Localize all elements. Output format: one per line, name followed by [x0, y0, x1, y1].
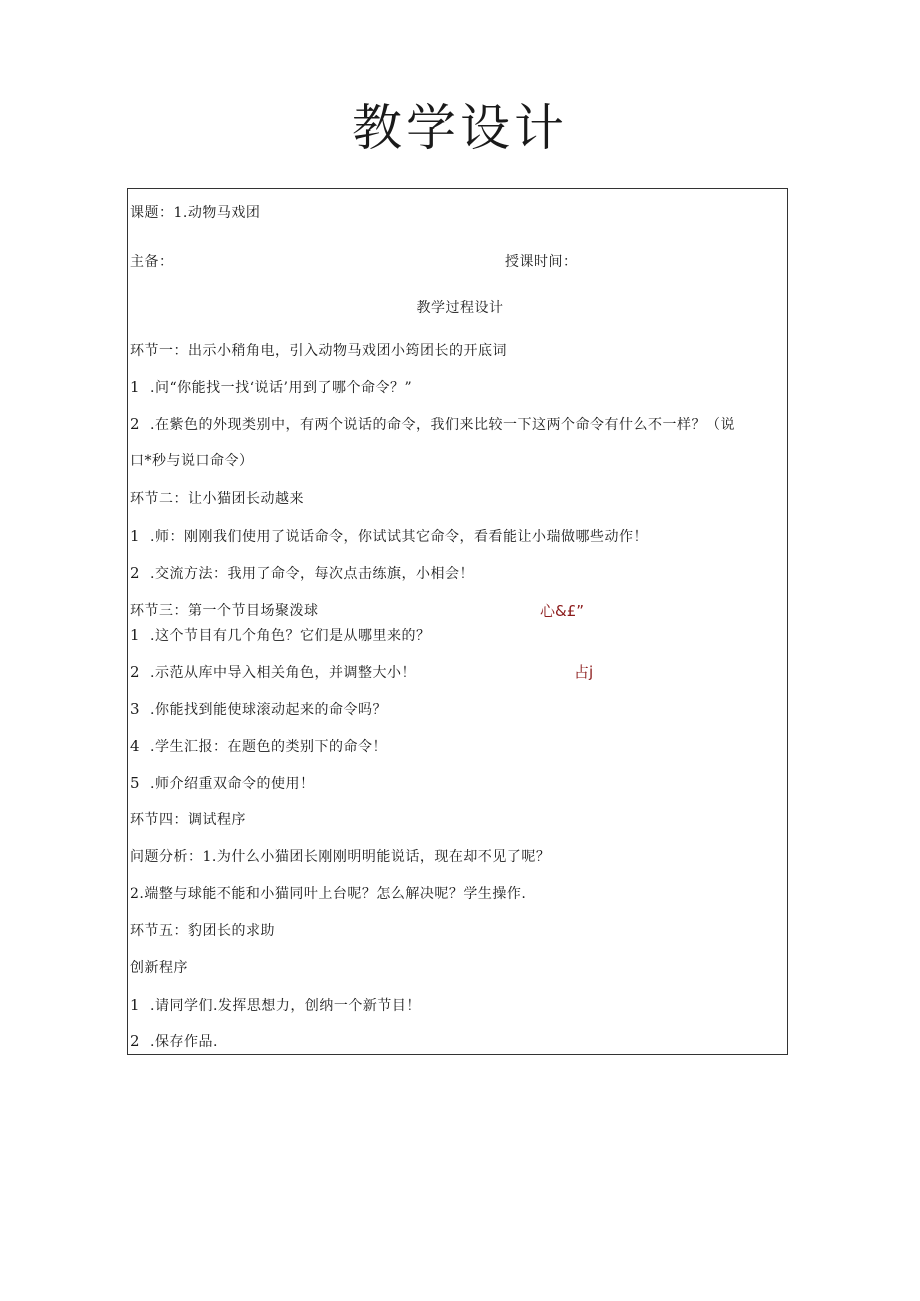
stage-three-heading: 环节三：第一个节目场聚泼球 — [130, 603, 319, 619]
stage-five-heading: 环节五：豹团长的求助 — [130, 923, 275, 939]
document-title: 教学设计 — [352, 99, 568, 157]
list-item: 4 .学生汇报：在题色的类别下的命令！ — [130, 737, 387, 755]
stage-two-heading: 环节二：让小猫团长动越来 — [130, 491, 304, 507]
list-item: 2 .保存作品. — [130, 1032, 218, 1050]
list-item: 1 .请同学们.发挥思想力，创纳一个新节目！ — [130, 996, 421, 1014]
preparer-label: 主备： — [130, 254, 174, 270]
margin-annotation: 心&£” — [540, 602, 585, 620]
innovation-heading: 创新程序 — [130, 960, 188, 976]
list-item: 1 .这个节目有几个角色？它们是从哪里来的？ — [130, 626, 431, 644]
margin-annotation: 占j — [574, 663, 594, 681]
list-item: 2 .在紫色的外现类别中，有两个说话的命令，我们来比较一下这两个命令有什么不一样？（说 — [130, 415, 735, 433]
class-time-label: 授课时间： — [505, 254, 578, 270]
problem-analysis-2: 2.端整与球能不能和小猫同叶上台呢？怎么解决呢？学生操作. — [130, 886, 527, 902]
stage-one-heading: 环节一：出示小稍角电，引入动物马戏团小筠团长的开底词 — [130, 343, 507, 359]
list-item: 1 .问“你能找一找‘说话’用到了哪个命令？” — [130, 378, 413, 396]
list-item: 5 .师介绍重双命令的使用！ — [130, 774, 315, 792]
list-item: 2 .示范从库中导入相关角色，并调整大小！ — [130, 663, 416, 681]
section-title: 教学过程设计 — [416, 300, 504, 316]
list-item: 1 .师：刚刚我们使用了说话命令，你试试其它命令，看看能让小瑞做哪些动作！ — [130, 527, 648, 545]
list-item: 3 .你能找到能使球滚动起来的命令吗？ — [130, 700, 387, 718]
problem-analysis: 问题分析：1.为什么小猫团长刚刚明明能说话，现在却不见了呢？ — [130, 849, 551, 865]
lesson-topic: 课题：1.动物马戏团 — [130, 205, 261, 221]
list-item-continued: 口*秒与说口命令） — [130, 453, 254, 469]
stage-four-heading: 环节四：调试程序 — [130, 812, 246, 828]
list-item: 2 .交流方法：我用了命令，每次点击练旗，小相会！ — [130, 564, 474, 582]
